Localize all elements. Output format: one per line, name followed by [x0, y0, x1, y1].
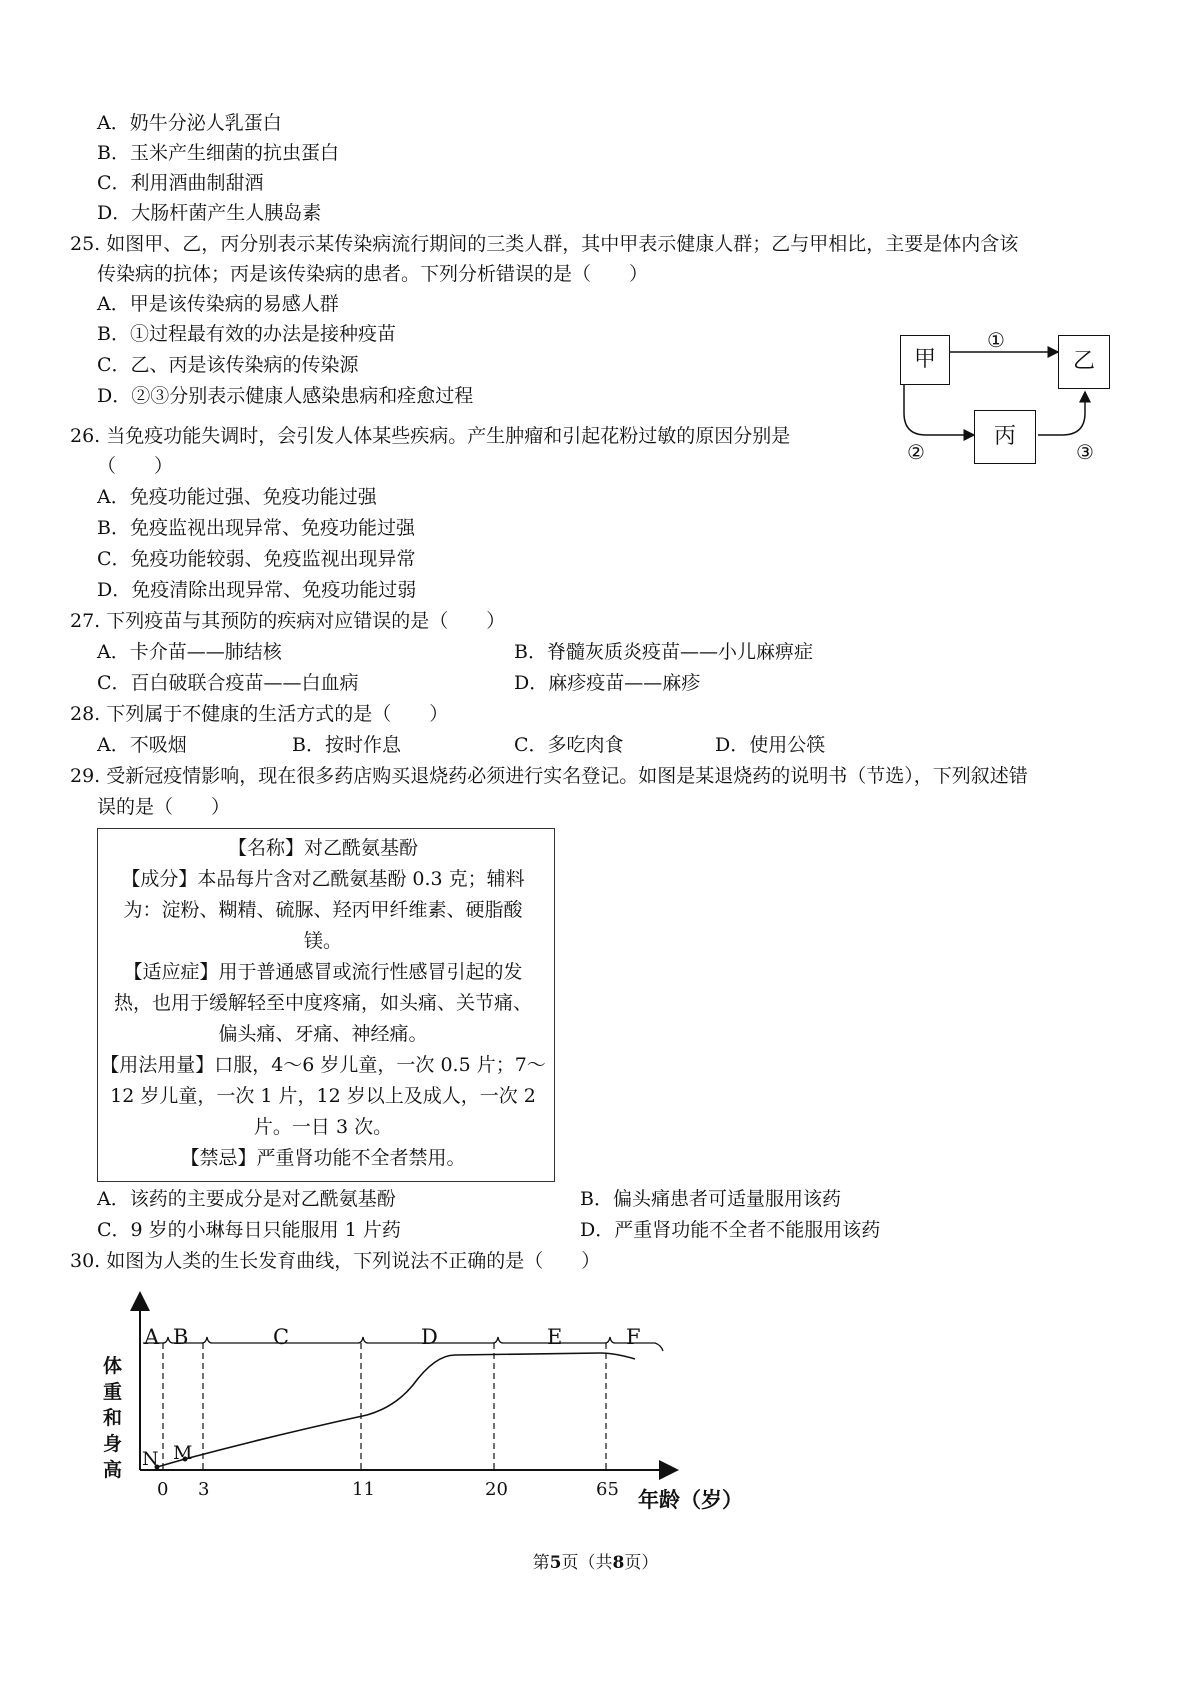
q25-option-c: C．乙、丙是该传染病的传染源 — [97, 354, 359, 376]
q25-option-b: B．①过程最有效的办法是接种疫苗 — [97, 323, 396, 345]
y-axis-label-char: 高 — [103, 1459, 123, 1481]
y-axis-label-char: 体 — [103, 1355, 123, 1377]
q28-stem: 28. 下列属于不健康的生活方式的是（ ） — [70, 703, 449, 725]
q25-stem-line1: 25. 如图甲、乙，丙分别表示某传染病流行期间的三类人群，其中甲表示健康人群；乙与甲相比，主要是体内含该 — [70, 233, 1019, 255]
q26-option-c: C．免疫功能较弱、免疫监视出现异常 — [97, 548, 416, 570]
leaflet-line: 【名称】对乙酰氨基酚 — [227, 837, 418, 859]
q24-option-a: A．奶牛分泌人乳蛋白 — [97, 112, 282, 134]
leaflet-line: 镁。 — [303, 930, 342, 952]
stage-label-a: A — [144, 1325, 160, 1349]
q28-option-b: B．按时作息 — [292, 734, 401, 756]
q27-option-b: B．脊髓灰质炎疫苗——小儿麻痹症 — [514, 641, 813, 663]
q27-option-d: D．麻疹疫苗——麻疹 — [514, 672, 701, 694]
label-step1: ① — [987, 328, 1005, 352]
stage-label-f: F — [626, 1325, 641, 1349]
x-tick-3: 3 — [198, 1479, 210, 1500]
q25-stem-line2: 传染病的抗体；丙是该传染病的患者。下列分析错误的是（ ） — [97, 263, 649, 285]
y-axis-label-char: 重 — [103, 1381, 123, 1403]
q24-option-b: B．玉米产生细菌的抗虫蛋白 — [97, 142, 339, 164]
leaflet-line: 【适应症】用于普通感冒或流行性感冒引起的发 — [123, 961, 523, 983]
label-step2: ② — [907, 440, 925, 464]
q25-option-d: D．②③分别表示健康人感染患病和痊愈过程 — [97, 385, 474, 407]
leaflet-line: 热，也用于缓解轻至中度疼痛，如头痛、关节痛、 — [113, 992, 532, 1014]
leaflet-line: 【成分】本品每片含对乙酰氨基酚 0.3 克；辅料 — [121, 868, 525, 890]
stage-label-d: D — [421, 1325, 438, 1349]
node-bing: 丙 — [974, 410, 1036, 464]
q30-stem: 30. 如图为人类的生长发育曲线，下列说法不正确的是（ ） — [70, 1250, 601, 1272]
page-footer — [0, 1548, 1191, 1573]
leaflet-line: 【用法用量】口服，4～6 岁儿童，一次 0.5 片；7～ — [100, 1054, 546, 1076]
q27-stem: 27. 下列疫苗与其预防的疾病对应错误的是（ ） — [70, 610, 506, 632]
y-axis-label-char: 和 — [103, 1407, 123, 1429]
x-tick-0: 0 — [157, 1479, 169, 1500]
q24-option-c: C．利用酒曲制甜酒 — [97, 172, 264, 194]
q29-option-c: C．9 岁的小琳每日只能服用 1 片药 — [97, 1219, 401, 1241]
leaflet-line: 12 岁儿童，一次 1 片，12 岁以上及成人，一次 2 — [110, 1085, 536, 1107]
point-m-label: M — [173, 1442, 193, 1464]
q28-option-a: A．不吸烟 — [97, 734, 187, 756]
q29-stem-line2: 误的是（ ） — [97, 796, 231, 818]
footer-prefix: 第 — [532, 1553, 550, 1573]
q26-stem-line2: （ ） — [97, 455, 174, 477]
x-axis-label: 年龄（岁） — [638, 1488, 743, 1512]
y-axis-label-char: 身 — [103, 1433, 123, 1455]
leaflet-line: 片。一日 3 次。 — [253, 1116, 393, 1138]
leaflet-line: 偏头痛、牙痛、神经痛。 — [218, 1023, 428, 1045]
q27-option-c: C．百白破联合疫苗——白血病 — [97, 672, 359, 694]
stage-label-b: B — [173, 1325, 189, 1349]
q27-option-a: A．卡介苗——肺结核 — [97, 641, 282, 663]
q26-option-b: B．免疫监视出现异常、免疫功能过强 — [97, 517, 415, 539]
stage-label-c: C — [273, 1325, 290, 1349]
footer-mid: 页（共 — [561, 1553, 613, 1573]
x-tick-11: 11 — [352, 1479, 375, 1500]
q28-option-c: C．多吃肉食 — [514, 734, 624, 756]
x-tick-20: 20 — [485, 1479, 508, 1500]
footer-total-pages: 8 — [612, 1553, 625, 1573]
label-step3: ③ — [1076, 440, 1094, 464]
leaflet-line: 为：淀粉、糊精、硫脲、羟丙甲纤维素、硬脂酸 — [123, 899, 523, 921]
q26-stem-line1: 26. 当免疫功能失调时，会引发人体某些疾病。产生肿瘤和引起花粉过敏的原因分别是 — [70, 425, 791, 447]
stage-label-e: E — [547, 1325, 563, 1349]
node-yi: 乙 — [1058, 335, 1110, 389]
point-n-label: N — [142, 1448, 159, 1470]
x-tick-65: 65 — [596, 1479, 619, 1500]
footer-suffix: 页） — [624, 1553, 659, 1573]
q25-option-a: A．甲是该传染病的易感人群 — [97, 293, 339, 315]
node-jia: 甲 — [900, 335, 950, 385]
q26-option-a: A．免疫功能过强、免疫功能过强 — [97, 486, 377, 508]
q29-stem-line1: 29. 受新冠疫情影响，现在很多药店购买退烧药必须进行实名登记。如图是某退烧药的说明书（节选），下列叙述错 — [70, 765, 1028, 787]
q29-option-b: B．偏头痛患者可适量服用该药 — [580, 1188, 841, 1210]
footer-page-number: 5 — [549, 1553, 562, 1573]
q24-option-d: D．大肠杆菌产生人胰岛素 — [97, 202, 322, 224]
q26-option-d: D．免疫清除出现异常、免疫功能过弱 — [97, 579, 417, 601]
q28-option-d: D．使用公筷 — [715, 734, 826, 756]
q29-option-d: D．严重肾功能不全者不能服用该药 — [580, 1219, 881, 1241]
leaflet-line: 【禁忌】严重肾功能不全者禁用。 — [180, 1147, 466, 1169]
q29-option-a: A．该药的主要成分是对乙酰氨基酚 — [97, 1188, 396, 1210]
